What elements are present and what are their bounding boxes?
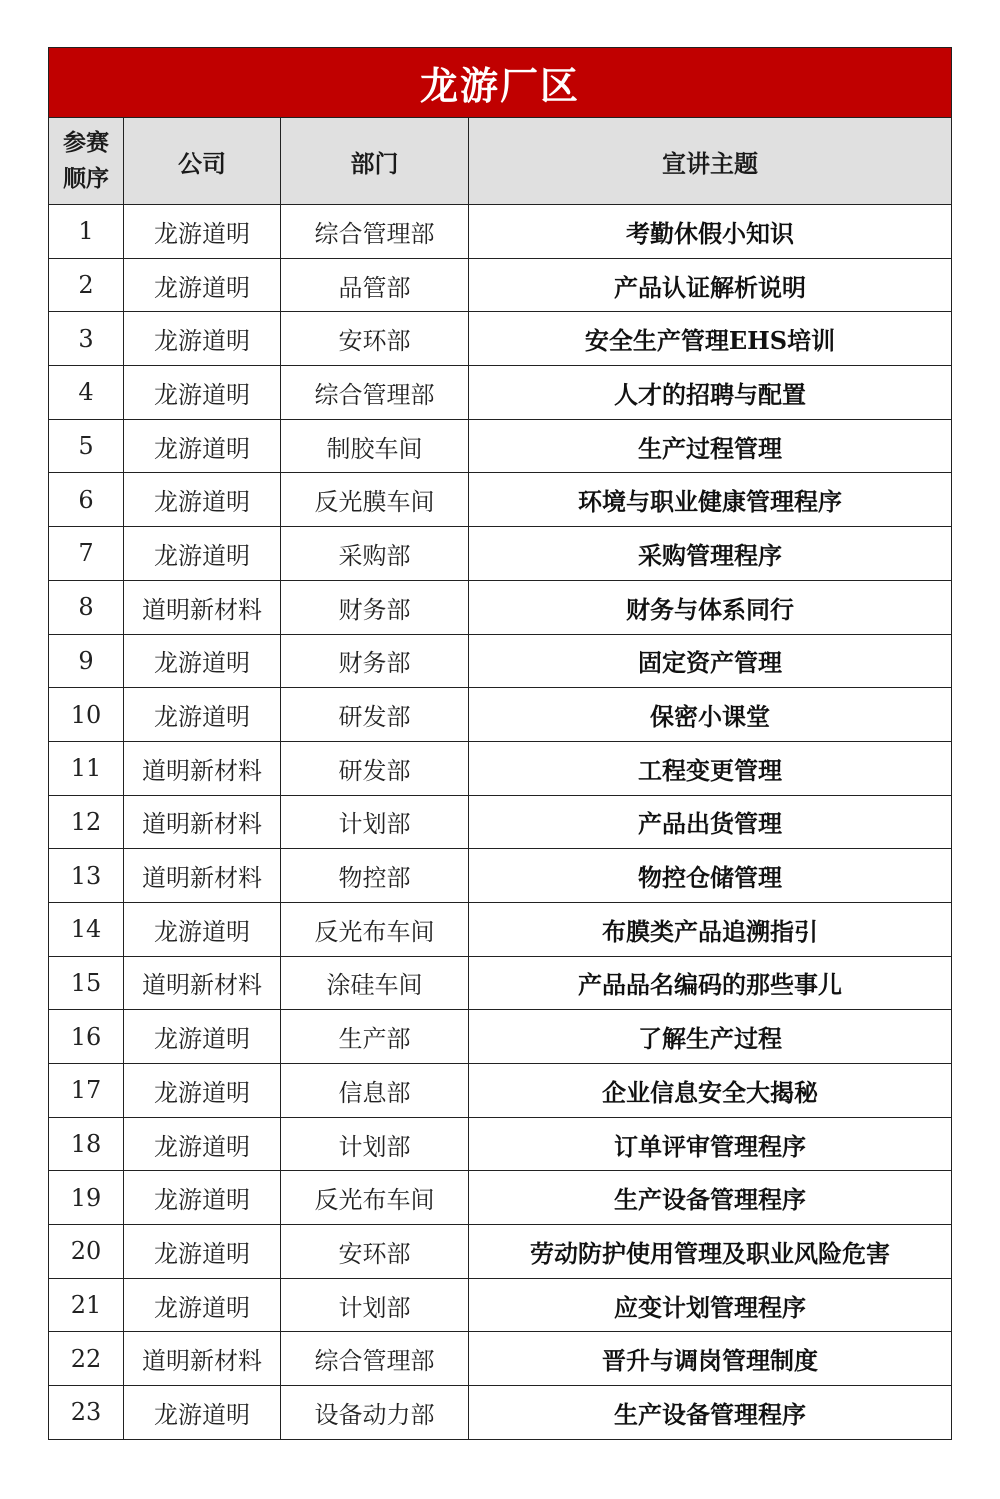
cell-department: 生产部 (281, 1010, 469, 1064)
cell-department: 财务部 (281, 634, 469, 688)
cell-order: 16 (49, 1010, 124, 1064)
table-row (49, 1332, 952, 1386)
cell-department: 综合管理部 (281, 1332, 469, 1386)
cell-topic: 了解生产过程 (469, 1010, 952, 1064)
cell-company: 道明新材料 (124, 849, 281, 903)
cell-department: 计划部 (281, 795, 469, 849)
cell-company: 龙游道明 (124, 1117, 281, 1171)
cell-department: 综合管理部 (281, 366, 469, 420)
cell-company: 龙游道明 (124, 902, 281, 956)
cell-order: 17 (49, 1064, 124, 1118)
cell-order: 11 (49, 741, 124, 795)
cell-order: 9 (49, 634, 124, 688)
cell-department: 信息部 (281, 1064, 469, 1118)
table-row (49, 741, 952, 795)
header-order-line1: 参赛 (63, 129, 109, 156)
cell-order: 6 (49, 473, 124, 527)
cell-order: 4 (49, 366, 124, 420)
cell-order: 7 (49, 527, 124, 581)
table-row (49, 1278, 952, 1332)
table-row (49, 258, 952, 312)
cell-department: 物控部 (281, 849, 469, 903)
table-row (49, 527, 952, 581)
cell-company: 龙游道明 (124, 312, 281, 366)
cell-order: 8 (49, 580, 124, 634)
cell-department: 安环部 (281, 312, 469, 366)
table-row (49, 956, 952, 1010)
table-row (49, 688, 952, 742)
cell-order: 19 (49, 1171, 124, 1225)
cell-company: 道明新材料 (124, 580, 281, 634)
cell-order: 22 (49, 1332, 124, 1386)
table-row (49, 580, 952, 634)
cell-order: 23 (49, 1386, 124, 1440)
cell-order: 5 (49, 419, 124, 473)
table-row (49, 902, 952, 956)
table-row (49, 1010, 952, 1064)
table-row (49, 1225, 952, 1279)
table-row (49, 1117, 952, 1171)
cell-department: 研发部 (281, 741, 469, 795)
header-order (49, 118, 124, 205)
cell-topic: 布膜类产品追溯指引 (469, 902, 952, 956)
cell-topic: 固定资产管理 (469, 634, 952, 688)
cell-order: 18 (49, 1117, 124, 1171)
table-row (49, 419, 952, 473)
cell-company: 龙游道明 (124, 258, 281, 312)
cell-order: 1 (49, 205, 124, 259)
table-row (49, 473, 952, 527)
header-order-line2: 顺序 (63, 165, 109, 192)
cell-topic: 产品出货管理 (469, 795, 952, 849)
title-row (49, 48, 952, 118)
cell-company: 龙游道明 (124, 205, 281, 259)
cell-topic: 考勤休假小知识 (469, 205, 952, 259)
cell-topic: 保密小课堂 (469, 688, 952, 742)
cell-company: 道明新材料 (124, 741, 281, 795)
cell-topic: 劳动防护使用管理及职业风险危害 (469, 1225, 952, 1279)
cell-company: 龙游道明 (124, 1278, 281, 1332)
cell-topic: 企业信息安全大揭秘 (469, 1064, 952, 1118)
cell-company: 龙游道明 (124, 473, 281, 527)
cell-order: 12 (49, 795, 124, 849)
cell-department: 研发部 (281, 688, 469, 742)
cell-topic: 采购管理程序 (469, 527, 952, 581)
cell-department: 品管部 (281, 258, 469, 312)
cell-department: 制胶车间 (281, 419, 469, 473)
cell-company: 龙游道明 (124, 419, 281, 473)
table-row (49, 312, 952, 366)
cell-topic: 生产设备管理程序 (469, 1386, 952, 1440)
cell-topic: 人才的招聘与配置 (469, 366, 952, 420)
cell-company: 龙游道明 (124, 527, 281, 581)
cell-order: 15 (49, 956, 124, 1010)
cell-department: 反光布车间 (281, 1171, 469, 1225)
cell-company: 道明新材料 (124, 1332, 281, 1386)
cell-department: 反光布车间 (281, 902, 469, 956)
table-row (49, 1386, 952, 1440)
cell-order: 13 (49, 849, 124, 903)
cell-company: 龙游道明 (124, 1010, 281, 1064)
table-row (49, 1171, 952, 1225)
cell-department: 综合管理部 (281, 205, 469, 259)
cell-company: 龙游道明 (124, 634, 281, 688)
cell-topic: 物控仓储管理 (469, 849, 952, 903)
table-body (49, 205, 952, 1440)
header-topic: 宣讲主题 (469, 118, 952, 205)
cell-department: 采购部 (281, 527, 469, 581)
cell-order: 3 (49, 312, 124, 366)
cell-department: 设备动力部 (281, 1386, 469, 1440)
cell-topic: 晋升与调岗管理制度 (469, 1332, 952, 1386)
table-title: 龙游厂区 (49, 48, 952, 118)
header-company: 公司 (124, 118, 281, 205)
schedule-table (48, 47, 952, 1440)
cell-topic: 产品品名编码的那些事儿 (469, 956, 952, 1010)
cell-department: 反光膜车间 (281, 473, 469, 527)
cell-order: 21 (49, 1278, 124, 1332)
cell-company: 道明新材料 (124, 956, 281, 1010)
cell-topic: 产品认证解析说明 (469, 258, 952, 312)
cell-company: 龙游道明 (124, 366, 281, 420)
table-row (49, 205, 952, 259)
table-row (49, 366, 952, 420)
cell-company: 龙游道明 (124, 1225, 281, 1279)
table-row (49, 1064, 952, 1118)
cell-topic: 工程变更管理 (469, 741, 952, 795)
cell-topic: 生产过程管理 (469, 419, 952, 473)
table-row (49, 634, 952, 688)
cell-topic: 安全生产管理EHS培训 (469, 312, 952, 366)
cell-department: 涂硅车间 (281, 956, 469, 1010)
cell-topic: 生产设备管理程序 (469, 1171, 952, 1225)
cell-order: 2 (49, 258, 124, 312)
cell-order: 20 (49, 1225, 124, 1279)
cell-company: 龙游道明 (124, 688, 281, 742)
table-row (49, 795, 952, 849)
header-department: 部门 (281, 118, 469, 205)
cell-topic: 应变计划管理程序 (469, 1278, 952, 1332)
cell-order: 14 (49, 902, 124, 956)
cell-department: 安环部 (281, 1225, 469, 1279)
cell-topic: 环境与职业健康管理程序 (469, 473, 952, 527)
cell-topic: 订单评审管理程序 (469, 1117, 952, 1171)
cell-company: 龙游道明 (124, 1386, 281, 1440)
cell-company: 龙游道明 (124, 1171, 281, 1225)
cell-order: 10 (49, 688, 124, 742)
table-row (49, 849, 952, 903)
header-row (49, 118, 952, 205)
cell-company: 道明新材料 (124, 795, 281, 849)
cell-department: 财务部 (281, 580, 469, 634)
cell-company: 龙游道明 (124, 1064, 281, 1118)
cell-department: 计划部 (281, 1278, 469, 1332)
cell-topic: 财务与体系同行 (469, 580, 952, 634)
cell-department: 计划部 (281, 1117, 469, 1171)
